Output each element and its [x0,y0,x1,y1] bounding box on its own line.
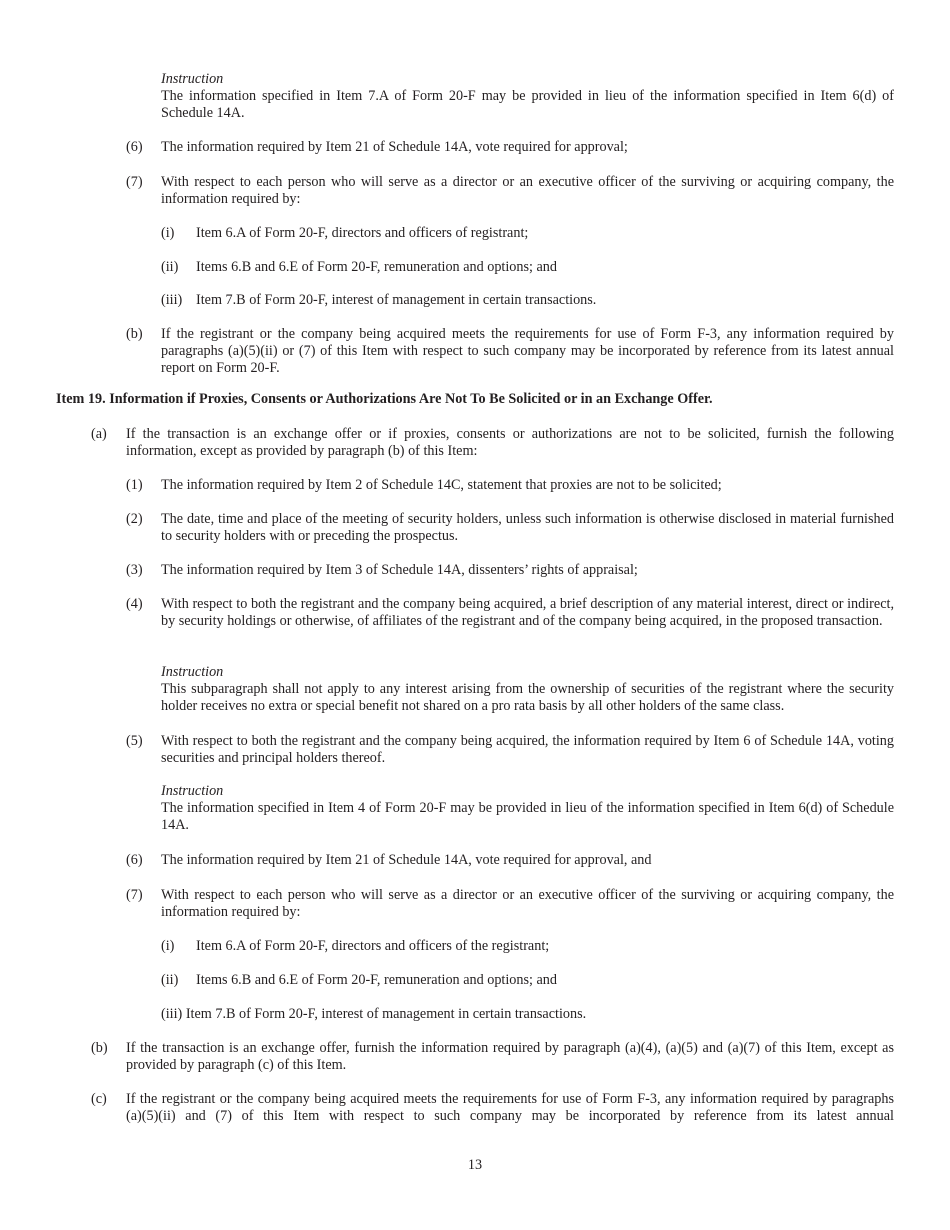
paragraph: The information required by Item 21 of Schedule 14A, vote required for approval; [161,139,628,155]
list-number: (6) [126,852,143,868]
list-number: (c) [91,1091,107,1107]
paragraph: (iii) Item 7.B of Form 20-F, interest of management in certain transactions. [161,1006,587,1022]
list-number: (ii) [161,259,179,275]
paragraph: With respect to both the registrant and the company being acquired, the information required by Item 6 of Schedule 14A, voting securities and principal holders thereof. [161,733,894,766]
paragraph: The information required by Item 3 of Schedule 14A, dissenters’ rights of appraisal; [161,562,638,578]
paragraph: Items 6.B and 6.E of Form 20-F, remuneration and options; and [196,972,557,988]
instruction-text: The information specified in Item 7.A of Form 20-F may be provided in lieu of the information specified in Item 6(d) of Schedule 14A. [161,88,894,121]
list-number: (b) [126,326,143,342]
paragraph: If the registrant or the company being acquired meets the requirements for use of Form F-3, any information required by paragraphs (a)(5)(ii) or (7) of this Item with respect to such company may be incorporated by reference from its latest annual report on Form 20-F. [161,326,894,376]
list-number: (iii) [161,292,183,308]
paragraph: Items 6.B and 6.E of Form 20-F, remuneration and options; and [196,259,557,275]
list-number: (3) [126,562,143,578]
paragraph: Item 6.A of Form 20-F, directors and officers of registrant; [196,225,529,241]
paragraph: The information required by Item 2 of Schedule 14C, statement that proxies are not to be solicited; [161,477,722,493]
list-number: (2) [126,511,143,527]
paragraph: Item 6.A of Form 20-F, directors and officers of the registrant; [196,938,550,954]
list-number: (7) [126,887,143,903]
list-number: (i) [161,225,175,241]
instruction-text: This subparagraph shall not apply to any interest arising from the ownership of securities of the registrant where the security holder receives no extra or special benefit not shared on a pro rata basis by all other holders of the same class. [161,681,894,714]
paragraph: With respect to each person who will serve as a director or an executive officer of the surviving or acquiring company, the information required by: [161,887,894,920]
list-number: (1) [126,477,143,493]
list-number: (a) [91,426,107,442]
paragraph: With respect to both the registrant and the company being acquired, a brief description of any material interest, direct or indirect, by security holdings or otherwise, of affiliates of the registrant and of the company being acquired, in the proposed transaction. [161,596,894,629]
paragraph: If the transaction is an exchange offer or if proxies, consents or authorizations are not to be solicited, furnish the following information, except as provided by paragraph (b) of this Item: [126,426,894,459]
list-number: (b) [91,1040,108,1056]
list-number: (5) [126,733,143,749]
paragraph: With respect to each person who will serve as a director or an executive officer of the surviving or acquiring company, the information required by: [161,174,894,207]
list-number: (4) [126,596,143,612]
list-number: (6) [126,139,143,155]
instruction-label: Instruction [161,71,224,87]
paragraph: If the transaction is an exchange offer, furnish the information required by paragraph (a)(4), (a)(5) and (a)(7) of this Item, except as provided by paragraph (c) of this Item. [126,1040,894,1073]
instruction-label: Instruction [161,783,224,799]
page-number: 13 [467,1157,483,1173]
paragraph: The information required by Item 21 of Schedule 14A, vote required for approval, and [161,852,652,868]
list-number: (7) [126,174,143,190]
list-number: (i) [161,938,175,954]
paragraph: If the registrant or the company being acquired meets the requirements for use of Form F-3, any information required by paragraphs (a)(5)(ii) and (7) of this Item with respect to such company may be incorporated by reference from its latest annual [126,1091,894,1124]
list-number: (ii) [161,972,179,988]
paragraph: Item 7.B of Form 20-F, interest of management in certain transactions. [196,292,597,308]
section-heading: Item 19. Information if Proxies, Consents or Authorizations Are Not To Be Solicited or in an Exchange Offer. [56,391,713,407]
instruction-text: The information specified in Item 4 of Form 20-F may be provided in lieu of the information specified in Item 6(d) of Schedule 14A. [161,800,894,833]
paragraph: The date, time and place of the meeting of security holders, unless such information is otherwise disclosed in material furnished to security holders with or preceding the prospectus. [161,511,894,544]
instruction-label: Instruction [161,664,224,680]
